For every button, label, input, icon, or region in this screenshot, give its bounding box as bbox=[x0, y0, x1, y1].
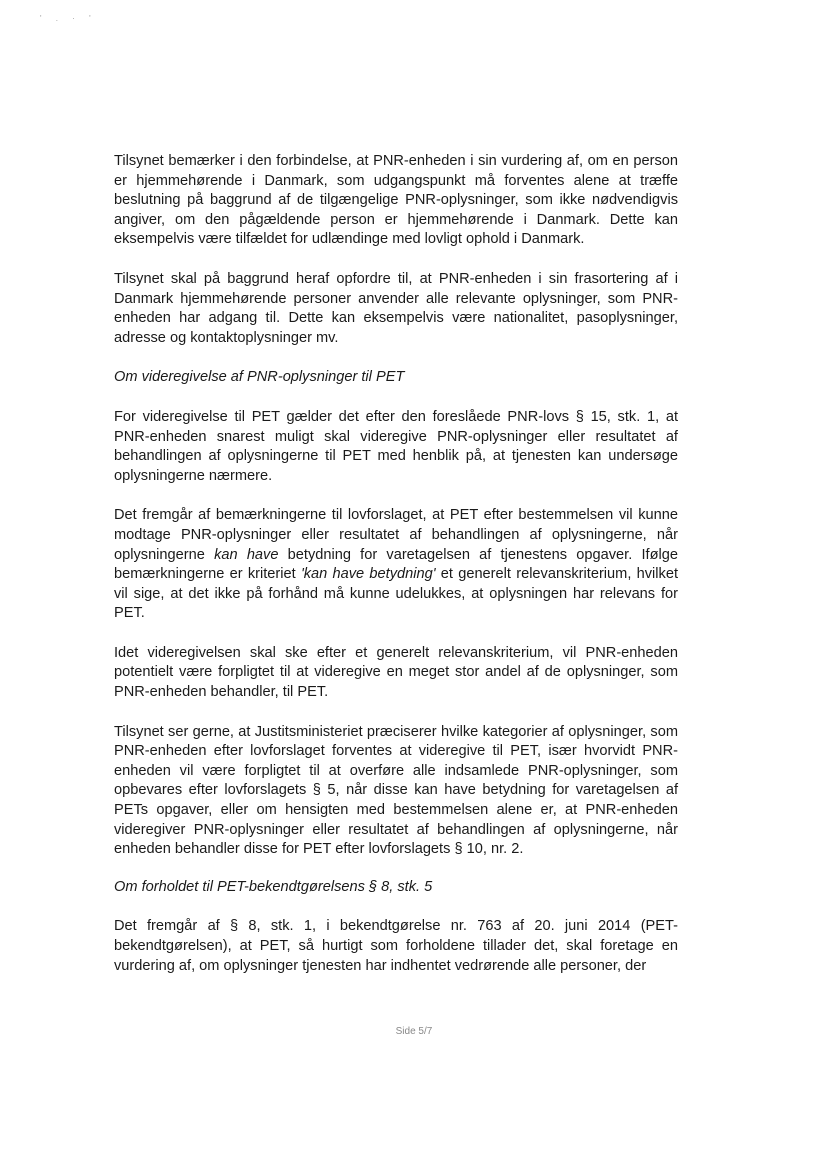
paragraph: Tilsynet skal på baggrund heraf opfordre til, at PNR-enheden i sin frasortering af i Danmark hjemmehørende personer anvender alle relevante oplysninger, som PNR-enheden har adgang til. Dette kan eksempelvis være nationalitet, pasoplysninger, adresse og kontaktoplysninger mv. bbox=[114, 270, 678, 346]
paragraph-text: et generelt relevanskriterium, hvilket vil sige, at det ikke på forhånd må kunne udelukkes, at oplysningen har relevans for PET. bbox=[114, 566, 679, 622]
paragraph: Det fremgår af § 8, stk. 1, i bekendtgørelse nr. 763 af 20. juni 2014 (PET-bekendtgørelsen), at PET, så hurtigt som forholdene tillader det, skal foretage en vurdering af, om oplysninger tjenesten har indhentet vedrørende alle personer, der bbox=[114, 918, 678, 974]
emphasis-text: 'kan have betydning' bbox=[300, 566, 436, 583]
document-body bbox=[114, 152, 678, 976]
emphasis-text: kan have bbox=[214, 546, 279, 563]
paragraph-text: betydning for varetagelsen af tjenestens opgaver. Ifølge bemærkningerne er kriteriet bbox=[114, 546, 678, 583]
paragraph: Tilsynet bemærker i den forbindelse, at PNR-enheden i sin vurdering af, om en person er hjemmehørende i Danmark, som udgangspunkt må forventes alene at træffe beslutning på baggrund af de tilgængelige PNR-oplysninger, som ikke nødvendigvis angiver, om den pågældende person er hjemmehørende i Danmark. Dette kan eksempelvis være tilfældet for udlændinge med lovligt ophold i Danmark. bbox=[114, 153, 678, 248]
paragraph-text: Det fremgår af bemærkningerne til lovforslaget, at PET efter bestemmelsen vil kunne modtage PNR-oplysninger eller resultatet af behandlingen af oplysningerne, når oplysningerne bbox=[114, 507, 678, 563]
paragraph: Tilsynet ser gerne, at Justitsministeriet præciserer hvilke kategorier af oplysninger, som PNR-enheden efter lovforslaget forventes at videregive til PET, især hvorvidt PNR-enheden vil være forpligtet til at overføre alle indsamlede PNR-oplysninger, som opbevares efter lovforslagets § 5, når disse kan have betydning for varetagelsen af PETs opgaver, eller om hensigten med bestemmelsen alene er, at PNR-enheden videregiver PNR-oplysninger eller resultatet af behandlingen af oplysningerne, når enheden behandler disse for PET efter lovforslagets § 10, nr. 2. bbox=[114, 723, 678, 858]
section-heading: Om forholdet til PET-bekendtgørelsens § 8, stk. 5 bbox=[114, 878, 433, 895]
paragraph: Idet videregivelsen skal ske efter et generelt relevanskriterium, vil PNR-enheden potentielt være forpligtet til at videregive en meget stor andel af de oplysninger, som PNR-enheden behandler, til PET. bbox=[114, 644, 678, 701]
page-number: Side 5/7 bbox=[395, 1026, 433, 1037]
paragraph: For videregivelse til PET gælder det efter den foreslåede PNR-lovs § 15, stk. 1, at PNR-enheden snarest muligt skal videregive PNR-oplysninger eller resultatet af behandlingen af oplysningerne til PET med henblik på, at tjenesten kan undersøge oplysningerne nærmere. bbox=[114, 408, 678, 484]
scan-artifact: ' . · ' bbox=[40, 14, 97, 23]
section-heading: Om videregivelse af PNR-oplysninger til PET bbox=[114, 369, 405, 386]
paragraph bbox=[114, 506, 678, 624]
